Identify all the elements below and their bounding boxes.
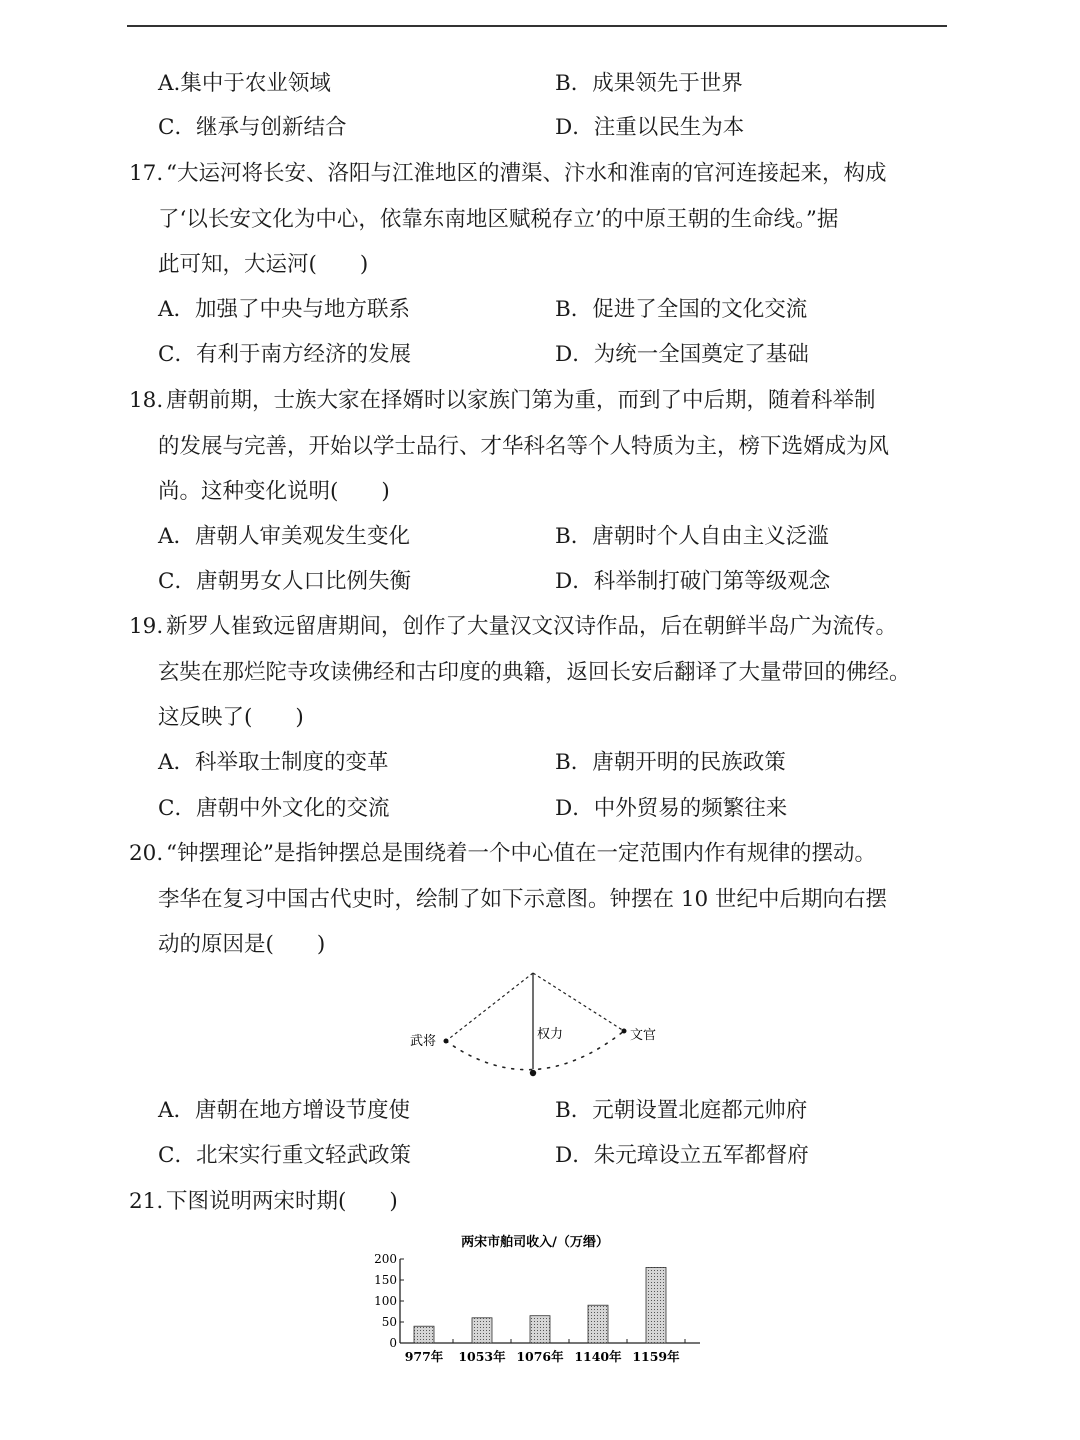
chart-bars [414,1267,666,1343]
pendulum-diagram [400,965,690,1090]
q18-number: 18. [129,388,164,413]
y-tick-label: 50 [381,1315,397,1329]
q20-option-c: C．北宋实行重文轻武政策 [158,1143,411,1168]
q19-stem-line-1: 新罗人崔致远留唐期间，创作了大量汉文汉诗作品，后在朝鲜半岛广为流传。 [166,614,898,639]
q20-stem-line-3: 动的原因是( ) [158,932,326,957]
q18-stem-line-2: 的发展与完善，开始以学士品行、才华科名等个人特质为主，榜下选婿成为风 [158,434,890,459]
q18-option-b: B．唐朝时个人自由主义泛滥 [555,524,829,549]
q19-option-a: A．科举取士制度的变革 [158,750,389,775]
y-tick-label: 200 [374,1252,397,1266]
pendulum-dashed-arms [446,973,624,1041]
x-tick-label: 1140年 [574,1349,622,1364]
right-end-dot [622,1029,627,1034]
q16-option-c: C．继承与创新结合 [158,115,347,140]
q18-option-c: C．唐朝男女人口比例失衡 [158,569,411,594]
pendulum-arc [446,1031,624,1070]
q19-stem-line-3: 这反映了( ) [158,705,304,730]
q20-option-a: A．唐朝在地方增设节度使 [158,1098,411,1123]
q17-option-a: A．加强了中央与地方联系 [158,297,411,322]
left-end-dot [444,1039,449,1044]
q19-stem-line-2: 玄奘在那烂陀寺攻读佛经和古印度的典籍，返回长安后翻译了大量带回的佛经。 [158,660,911,685]
bar-1053年 [472,1318,492,1343]
q17-stem-line-1: “大运河将长安、洛阳与江淮地区的漕渠、汴水和淮南的官河连接起来，构成 [166,161,887,186]
q19-number: 19. [129,614,164,639]
q19-option-c: C．唐朝中外文化的交流 [158,796,390,821]
q19-option-d: D．中外贸易的频繁往来 [555,796,788,821]
q18-stem-line-3: 尚。这种变化说明( ) [158,479,390,504]
q20-option-b: B．元朝设置北庭都元帅府 [555,1098,808,1123]
pendulum-bob [530,1070,536,1076]
q17-number: 17. [129,161,164,186]
y-tick-label: 0 [389,1336,397,1350]
diagram-label-civil: 文官 [630,1028,657,1043]
q18-stem-line-1: 唐朝前期，士族大家在择婿时以家族门第为重，而到了中后期，随着科举制 [166,388,876,413]
q21-stem-line-1: 下图说明两宋时期( ) [166,1189,398,1214]
bar-1076年 [530,1316,550,1343]
q17-option-d: D．为统一全国奠定了基础 [555,342,809,367]
q17-stem-line-3: 此可知，大运河( ) [158,252,369,277]
q16-option-b: B．成果领先于世界 [555,71,743,96]
bar-1159年 [646,1267,666,1343]
diagram-label-military: 武将 [410,1034,437,1049]
q19-option-b: B．唐朝开明的民族政策 [555,750,786,775]
y-tick-label: 100 [374,1294,397,1308]
q16-option-d: D．注重以民生为本 [555,115,745,140]
q18-option-d: D．科举制打破门第等级观念 [555,569,831,594]
q20-option-d: D．朱元璋设立五军都督府 [555,1143,809,1168]
q20-stem-line-2: 李华在复习中国古代史时，绘制了如下示意图。钟摆在 10 世纪中后期向右摆 [158,887,888,912]
chart-labels [374,1252,680,1364]
q20-stem-line-1: “钟摆理论”是指钟摆总是围绕着一个中心值在一定范围内作有规律的摆动。 [166,841,876,866]
x-tick-label: 977年 [404,1349,444,1364]
x-tick-label: 1076年 [516,1349,564,1364]
q17-option-b: B．促进了全国的文化交流 [555,297,808,322]
x-tick-label: 1159年 [632,1349,680,1364]
top-rule [127,25,947,27]
bar-1140年 [588,1305,608,1343]
q21-number: 21. [129,1189,164,1214]
bar-977年 [414,1326,434,1343]
x-tick-label: 1053年 [458,1349,506,1364]
q18-option-a: A．唐朝人审美观发生变化 [158,524,411,549]
diagram-label-power: 权力 [537,1027,564,1042]
chart-title: 两宋市舶司收入/（万缗） [461,1235,609,1250]
q16-option-a: A.集中于农业领域 [158,71,331,96]
q17-stem-line-2: 了‘以长安文化为中心，依靠东南地区赋税存立’的中原王朝的生命线。”据 [158,207,839,232]
y-tick-label: 150 [374,1273,397,1287]
bar-chart [360,1225,710,1375]
q20-number: 20. [129,841,164,866]
q17-option-c: C．有利于南方经济的发展 [158,342,411,367]
